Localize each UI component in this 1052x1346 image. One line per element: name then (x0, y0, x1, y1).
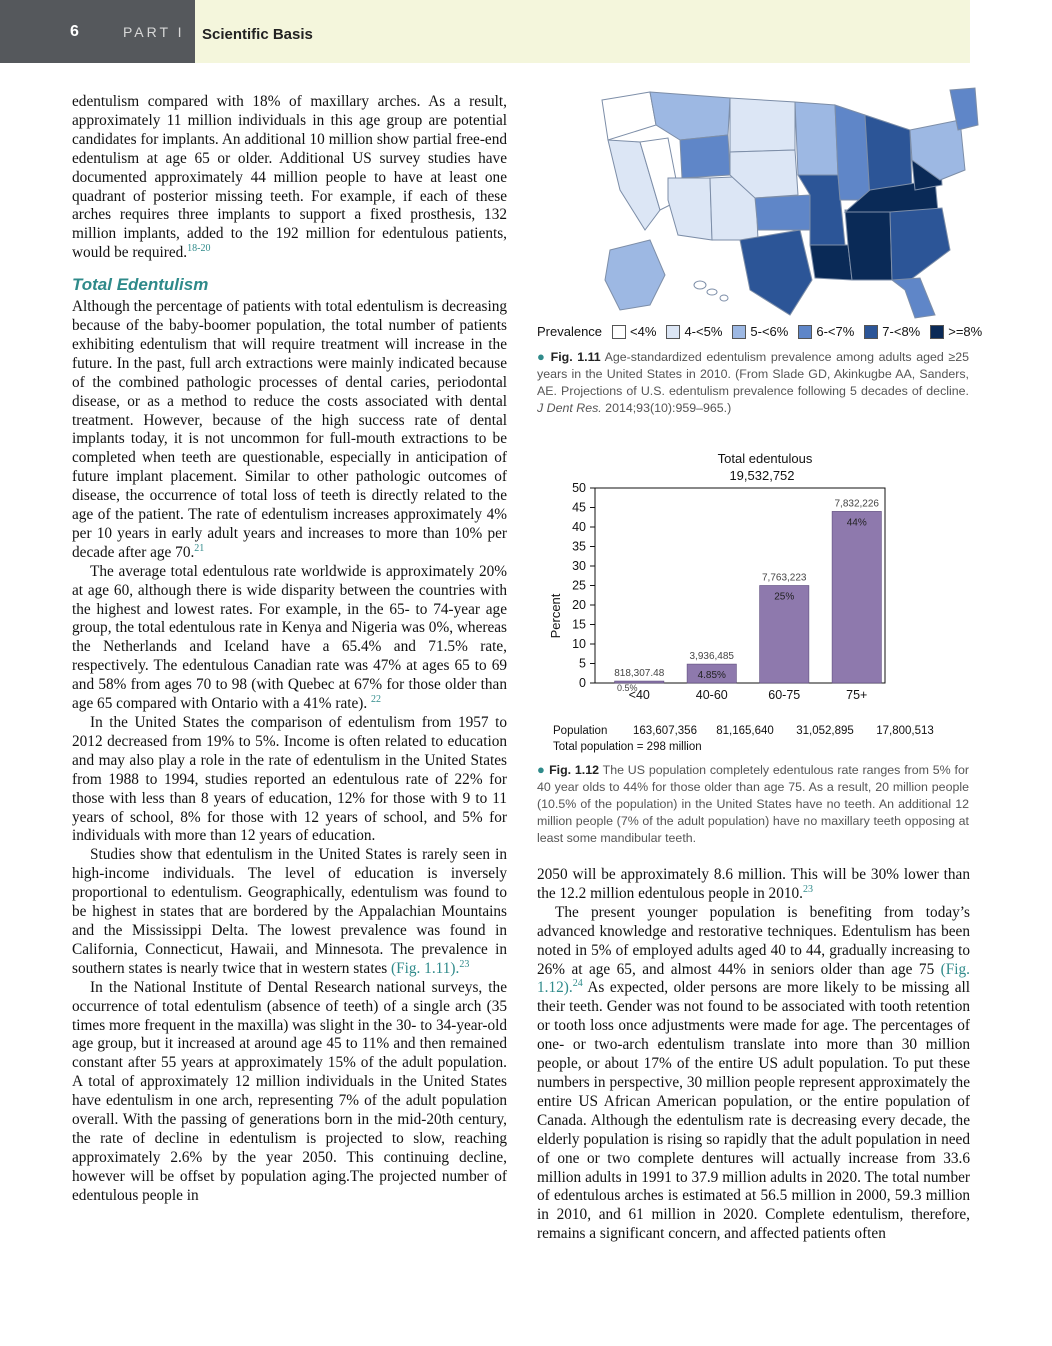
reference[interactable]: 21 (194, 542, 205, 554)
population-value: 163,607,356 (633, 725, 697, 737)
map-region-mississippi-alabama (845, 210, 892, 280)
paragraph: Although the percentage of patients with total edentulism is decreasing because of the baby-boomer population, the total number of patients exhibiting edentulism that will require treatment will increase in the future. In the past, full arch extractions were mainly indicated because of the combined pathologic processes of dental caries, periodontal disease, or as a method to reduce the costs associated with dental treatment. However, because of the high success rate of dental implants today, it is not uncommon for full-mouth extractions to be completed when teeth are questionable, especially in anticipation of future implant placement. Similar to other pathologic outcomes of disease, the occurrence of total loss of teeth is directly related to the age of the patient. The rate of edentulism increases approximately 4% per 10 years in early adult years and increases to more than 10% per decade after age 70.21 (72, 298, 507, 561)
y-tick-label: 30 (572, 559, 586, 573)
y-tick-label: 5 (579, 656, 586, 671)
chart-title-line1: Total edentulous (717, 451, 813, 466)
map-region-florida (892, 278, 935, 318)
total-population: Total population = 298 million (553, 741, 702, 753)
caption-label: Fig. 1.12 (549, 763, 600, 777)
paragraph: edentulism compared with 18% of maxillary arches. As a result, approximately 11 million individuals in this age group are potential candidates for implants. An additional 10 million show partial free-end edentulism at age 65 or older. Additional US survey studies have documented approximately 44 million people to have at least one quadrant of posterior missing teeth. For example, if each of these arches requires three implants to support a fixed prosthesis, 132 million implants, added to the 192 million for edentulous patients, would be required.$^{18-20}$ (72, 93, 507, 262)
paragraph: In the United States the comparison of edentulism from 1957 to 2012 decreased from 19% to 5%. Income is often related to education and may also play a role in the rate of edentulism in the United States from 1988 to 1994, studies reported an edentulous rate of 22% for those with less than 8 years of education, 12% for those with 9 to 11 years of school, 8% for those with 12 years of school, and 5% for individuals with more than 12 years of education. (72, 714, 507, 845)
reference[interactable]: 22 (371, 694, 382, 705)
figure-1-11-caption: ● Fig. 1.11 Age-standardized edentulism prevalence among adults aged ≥25 years in the United States in 2010. (From Slade GD, Akinkugbe AA, Sanders, AE. Projections of U.S. edentulism prevalence following 5 decades of decline. J Dent Res. 2014;93(10):959–965.) (537, 349, 969, 415)
value-label: 4.85% (697, 670, 726, 682)
chart-title-line2: 19,532,752 (729, 468, 795, 483)
map-region-louisiana (810, 245, 852, 280)
legend-label: >=8% (948, 324, 983, 339)
map-region-georgia-carolinas (890, 208, 950, 280)
legend-label: 6-<7% (816, 324, 855, 339)
paragraph: 2050 will be approximately 8.6 million. This will be 30% lower than the 12.2 million edentulous people in 2010.23 (537, 866, 970, 902)
map-region-texas (740, 230, 812, 315)
x-tick-label: 75+ (846, 688, 868, 702)
legend-swatch (798, 325, 812, 339)
value-label: 25% (774, 591, 795, 603)
y-tick-label: 45 (572, 500, 586, 515)
y-tick-label: 40 (572, 520, 586, 534)
count-label: 7,763,223 (762, 572, 807, 584)
map-region-hawaii (707, 289, 717, 295)
figure-link[interactable]: (Fig. 1.12). (537, 960, 970, 997)
map-region-wyoming (680, 135, 730, 178)
edentulous-bar-chart (540, 448, 960, 753)
map-region-alaska (605, 240, 665, 310)
map-region-utah-arizona (668, 178, 712, 240)
figure-1-12-caption: ● Fig. 1.12 The US population completely edentulous rate ranges from 5% for 40 year olds to 44% for those older than age 75. As a result, 20 million people (10.5% of the population) in the United States have no teeth. An additional 12 million people (7% of the adult population) have no maxillary teeth opposing at least some mandibular teeth. (537, 762, 969, 845)
reference[interactable]: 24 (572, 978, 583, 990)
page-number: 6 (0, 0, 111, 63)
population-value: 31,052,895 (796, 725, 854, 737)
count-label: 3,936,485 (689, 651, 734, 663)
map-region-dakotas (730, 98, 795, 152)
legend-label: 7-<8% (882, 324, 921, 339)
x-tick-label: 40-60 (695, 688, 728, 702)
right-column (537, 866, 970, 1244)
reference[interactable]: 18-20 (187, 243, 211, 255)
count-label: 7,832,226 (834, 498, 879, 510)
paragraph: In the National Institute of Dental Research national surveys, the occurrence of total edentulism (absence of teeth) of a single arch (35 times more frequent in the maxilla) was slight in the 30- to 34-year-old age group, but it increased at around age 45 to 11% and then remained constant after 55 years at approximately 15% of the adult population. A total of approximately 12 million individuals in the United States have edentulism in one arch, representing 7% of the adult population overall. With the passing of generations born in the mid-20th century, the rate of decline in edentulism is projected to slow, reaching approximately 2.6% by the year 2050. This continuing decline, however will be offset by population aging.The projected number of edentulous people in (72, 978, 507, 1204)
map-region-hawaii (694, 281, 706, 289)
map-region-minnesota-iowa (795, 102, 838, 175)
legend-swatch (732, 325, 746, 339)
map-region-pacific-nw (602, 92, 656, 140)
left-column (72, 93, 507, 1206)
paragraph: Studies show that edentulism in the United States is rarely seen in high-income individuals. The level of education is inversely proportional to edentulism. Geographically, edentulism was found to be highest in states that are bordered by the Appalachian Mountains and the Mississippi Delta. The lowest prevalence was found in California, Connecticut, Hawaii, and Minnesota. The prevalence in southern states is nearly twice that in western states (Fig. 1.11).$^{23}$ (72, 846, 507, 977)
reference[interactable]: 23 (802, 883, 813, 895)
population-value: 81,165,640 (716, 725, 774, 737)
heading-total-edentulism: Total Edentulism (72, 275, 209, 295)
population-label: Population (553, 725, 608, 737)
map-region-oklahoma (755, 195, 812, 230)
legend-label: 4-<5% (684, 324, 723, 339)
part-label: PART I (111, 0, 195, 63)
legend-swatch (612, 325, 626, 339)
bar-75+ (832, 511, 881, 683)
x-tick-label: <40 (628, 688, 650, 702)
legend-swatch (930, 325, 944, 339)
value-label: 0.5% (616, 683, 638, 693)
value-label: 44% (846, 517, 867, 529)
y-tick-label: 20 (572, 598, 586, 612)
legend-label: 5-<6% (750, 324, 789, 339)
paragraph: The average total edentulous rate worldwide is approximately 20% at age 60, although there is wide disparity between the countries with the highest and lowest rates. For example, in the 65- to 74-year age group, the total edentulous rate in Kenya and Nigeria was 0%, whereas the Netherlands and Iceland have a 65.4% and 71.5% rate, respectively. The edentulous Canadian rate was 47% at ages 65 to 69 and 58% from ages 70 to 98 (with Quebec at 67% for those older than age 65 compared with Ontario with a 41% rate). $^{22}$ (72, 562, 507, 713)
y-tick-label: 25 (572, 578, 586, 593)
x-tick-label: 60-75 (768, 688, 801, 702)
legend-title: Prevalence (537, 324, 603, 339)
reference[interactable]: 23 (459, 958, 470, 970)
y-tick-label: 0 (579, 676, 586, 690)
map-region-idaho-montana (650, 92, 730, 140)
section-title: Scientific Basis (202, 26, 313, 43)
map-region-hawaii (720, 295, 728, 301)
paragraph: The present younger population is benefiting from today’s advanced knowledge and restorative techniques. Edentulism has been noted in 5% of employed adults aged 40 to 44, gradually increasing to 26% at age 65, and almost 44% in seniors older than age 75 (Fig. 1.12).$^{24}$ As expected, older persons are more likely to be missing all their teeth. Gender was not found to be associated with tooth retention or tooth loss once adjustments were made for age. The percentages of one- or two-arch edentulism translate into more than 30 million people, or about 17% of the entire US adult population. To put these numbers in perspective, 30 million people represent approximately the entire US African American population, or the entire population of Canada. Although the edentulism rate is decreasing every decade, the elderly population is rising so rapidly that the adult population in need of one or two complete dentures will actually increase from 33.6 million adults in 1991 to 37.9 million adults in 2020. The total number of edentulous arches is estimated at 56.5 million in 2000, 59.3 million in 2010, and 61 million in 2020. Complete edentulism, therefore, remains a significant concern, and affected patients often (537, 903, 970, 1243)
y-tick-label: 50 (572, 481, 586, 495)
legend-swatch (666, 325, 680, 339)
figure-link[interactable]: (Fig. 1.11). (391, 959, 460, 977)
y-tick-label: 35 (572, 539, 586, 554)
map-legend (537, 324, 982, 339)
y-tick-label: 10 (572, 637, 586, 651)
count-label: 818,307.48 (614, 668, 665, 680)
legend-swatch (864, 325, 878, 339)
population-value: 17,800,513 (876, 725, 934, 737)
caption-label: Fig. 1.11 (550, 350, 601, 364)
us-map-figure (590, 80, 980, 320)
y-axis-label: Percent (548, 593, 563, 639)
y-tick-label: 15 (572, 617, 586, 632)
legend-label: <4% (630, 324, 657, 339)
